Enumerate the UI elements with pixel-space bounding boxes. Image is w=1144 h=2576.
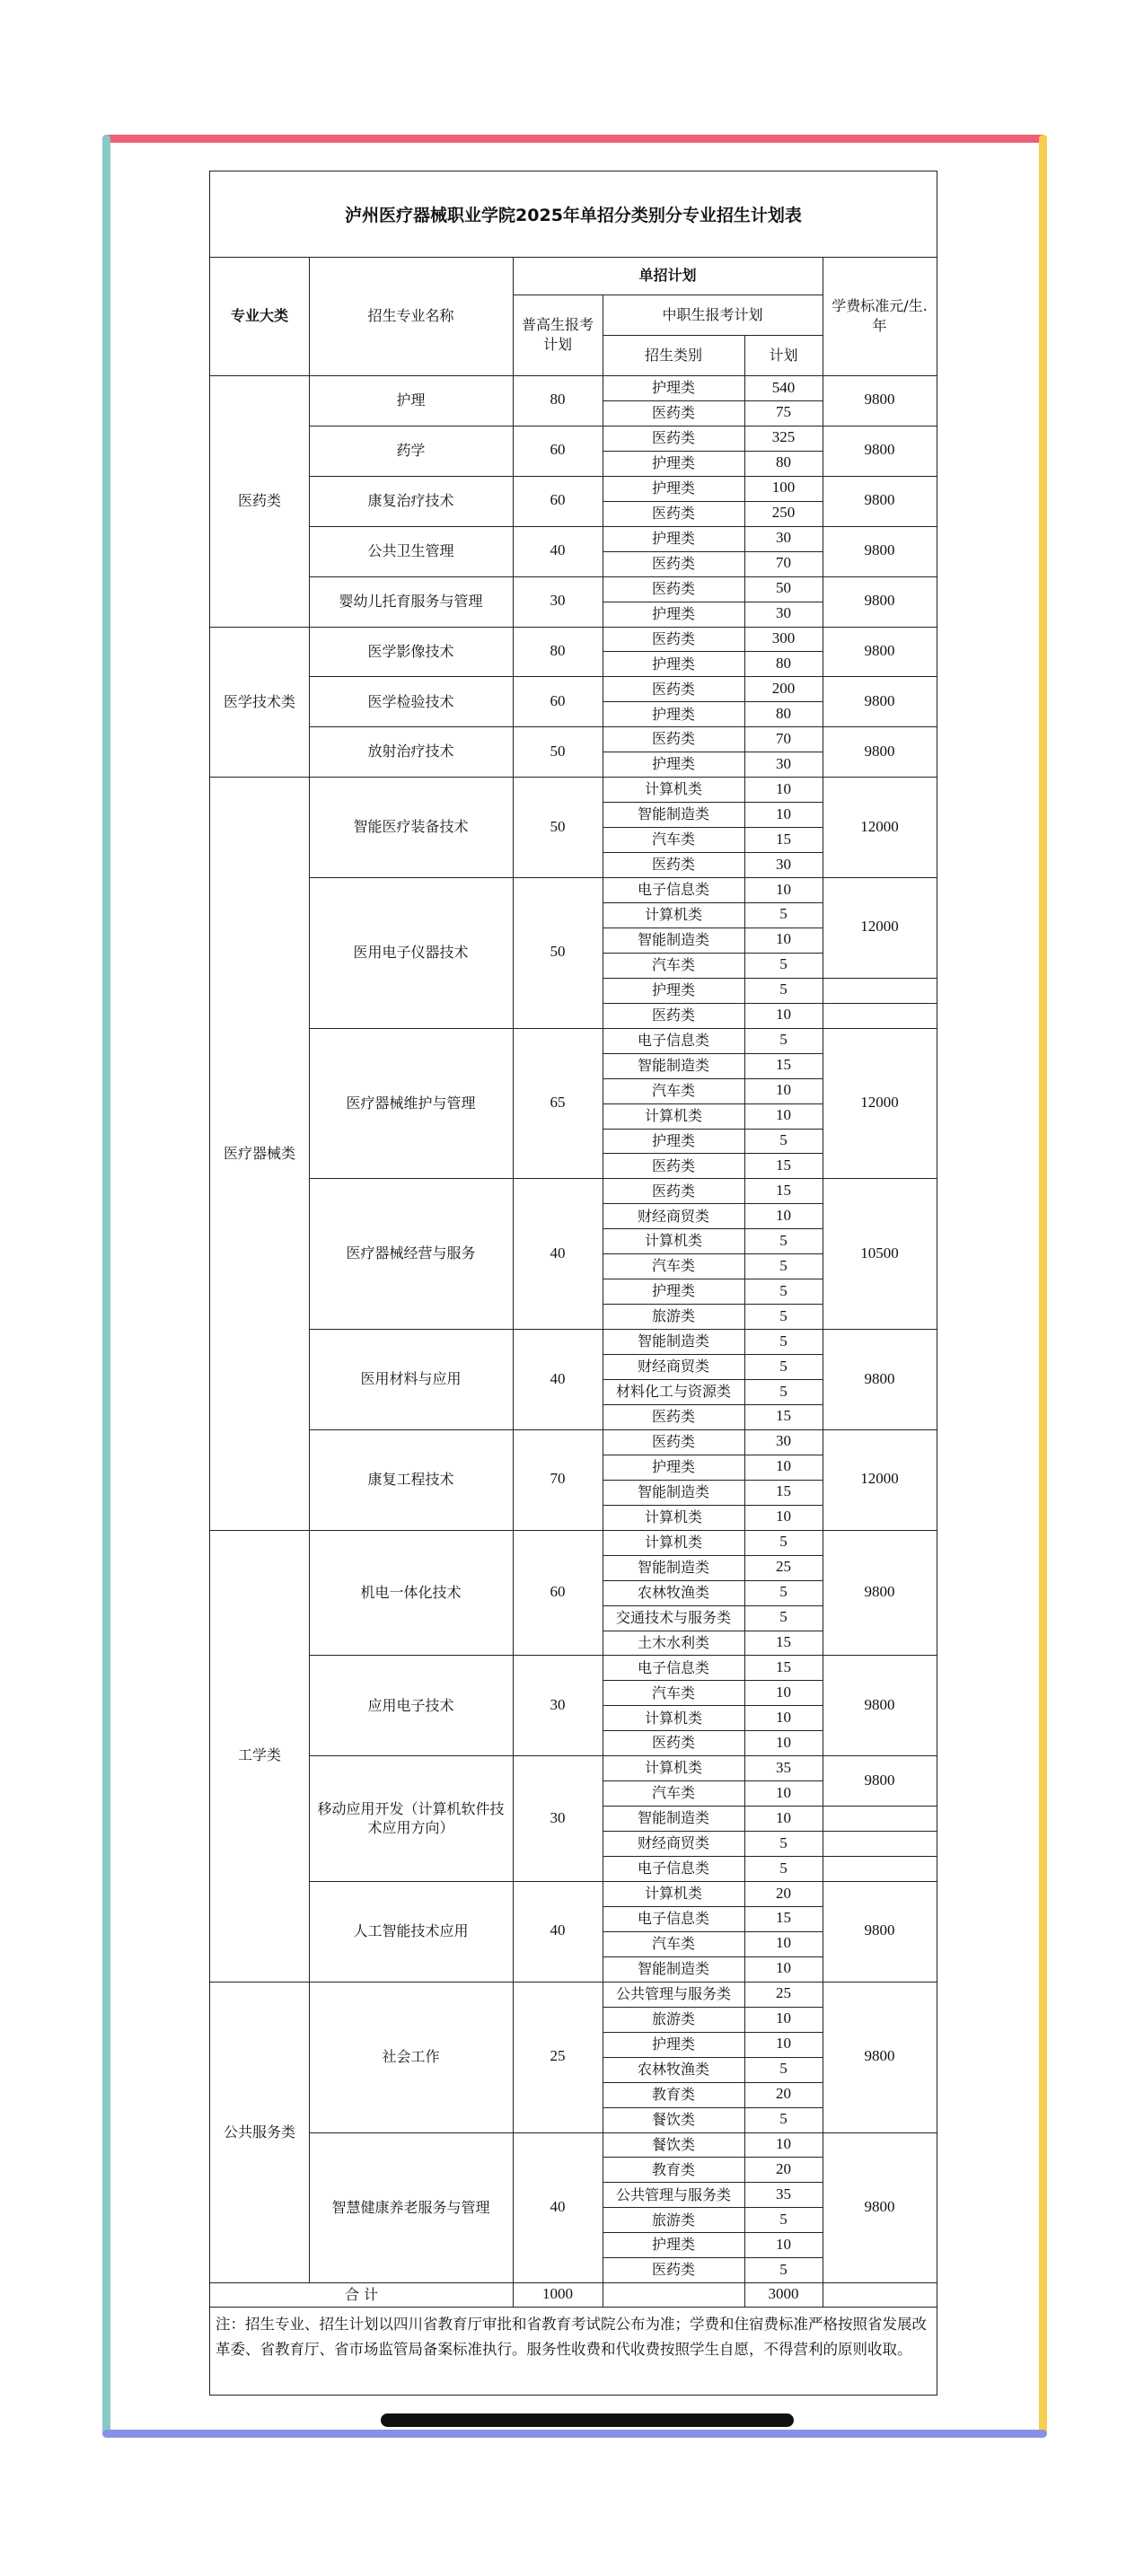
grid-line [210,2307,937,2308]
vocational-count-value: 5 [779,1131,788,1148]
vocational-category-value: 医药类 [651,1182,695,1200]
grid-line [603,451,823,452]
grid-line [603,1253,823,1254]
vocational-category-value: 医药类 [651,429,695,447]
vocational-count-value: 5 [779,980,788,998]
grid-line [603,701,823,702]
tuition-fee-value: 9800 [864,391,895,409]
vocational-category-value: 电子信息类 [637,1859,709,1877]
grid-line [603,2207,823,2208]
regular-plan-value: 25 [550,2047,566,2065]
vocational-category-value: 计算机类 [644,1709,702,1727]
vocational-category-value: 护理类 [651,454,695,472]
vocational-category-value: 智能制造类 [637,1809,709,1827]
grid-line [603,953,823,954]
vocational-count-value: 5 [779,1031,788,1049]
vocational-category-value: 医药类 [651,1408,695,1426]
vocational-count-value: 10 [776,1106,791,1124]
grid-line [603,1806,823,1807]
tuition-fee-value: 9800 [864,1695,895,1713]
total-vocational-count: 3000 [768,2285,799,2303]
major-name: 医用电子仪器技术 [353,944,469,962]
grid-line [603,2182,823,2183]
header-fee: 学费标准元/生.年 [832,297,928,334]
vocational-category-value: 旅游类 [651,2009,695,2027]
vocational-category-value: 计算机类 [644,1508,702,1525]
grid-line [309,375,310,2282]
vocational-category-value: 医药类 [651,404,695,422]
vocational-category-value: 汽车类 [651,956,695,974]
vocational-category-value: 医药类 [651,680,695,698]
grid-line [603,978,823,979]
vocational-count-value: 5 [779,905,788,923]
tuition-fee-value: 9800 [864,1921,895,1939]
vocational-count-value: 5 [779,1608,788,1626]
vocational-category-value: 农林牧渔类 [637,2060,709,2078]
grid-line [603,1730,823,1731]
grid-line [603,651,823,652]
tuition-fee-value: 9800 [864,742,895,760]
grid-line [603,501,823,502]
tuition-fee-value: 9800 [864,1583,895,1601]
vocational-category-value: 材料化工与资源类 [615,1383,731,1401]
grid-line [823,1831,937,1832]
vocational-category-value: 计算机类 [644,780,702,798]
vocational-count-value: 15 [776,830,791,848]
header-regular-plan: 普高生报考计划 [521,316,594,353]
vocational-category-value: 计算机类 [644,1759,702,1777]
major-name: 智慧健康养老服务与管理 [331,2198,490,2216]
tuition-fee-value: 9800 [864,691,895,709]
major-name: 机电一体化技术 [360,1583,462,1601]
vocational-category-value: 电子信息类 [637,881,709,899]
vocational-count-value: 25 [776,1984,791,2002]
major-name: 智能医疗装备技术 [353,818,469,836]
vocational-category-value: 汽车类 [651,1257,695,1275]
major-name: 婴幼儿托育服务与管理 [339,592,483,610]
category-name: 医学技术类 [223,692,295,710]
grid-line [603,1379,823,1380]
grid-line [603,1078,823,1079]
tuition-fee-value: 12000 [860,817,899,835]
grid-line [603,1203,823,1204]
regular-plan-value: 60 [550,1583,566,1601]
vocational-count-value: 30 [776,754,791,772]
grid-line [603,1404,823,1405]
vocational-count-value: 70 [776,729,791,747]
vocational-category-value: 护理类 [651,1282,695,1300]
tuition-fee-value: 9800 [864,2047,895,2065]
vocational-category-value: 旅游类 [651,2211,695,2229]
vocational-count-value: 250 [771,504,796,522]
regular-plan-value: 60 [550,691,566,709]
grid-line [603,1580,823,1581]
grid-line [603,2232,823,2233]
category-name: 工学类 [237,1746,281,1764]
vocational-category-value: 智能制造类 [637,1960,709,1978]
grid-line [603,2157,823,2158]
major-name: 社会工作 [382,2047,440,2065]
vocational-count-value: 10 [776,2235,791,2253]
grid-line [603,2107,823,2108]
major-name: 移动应用开发（计算机软件技术应用方向） [317,1799,505,1837]
grid-line [603,551,823,552]
vocational-count-value: 5 [779,1859,788,1877]
tuition-fee-value: 9800 [864,641,895,659]
grid-line [603,1505,823,1506]
vocational-count-value: 5 [779,2060,788,2078]
major-name: 康复工程技术 [367,1470,454,1488]
regular-plan-value: 30 [550,1808,566,1826]
vocational-category-value: 护理类 [651,2236,695,2254]
vocational-count-value: 15 [776,1407,791,1425]
total-regular-plan: 1000 [542,2285,573,2303]
grid-line [603,2032,823,2033]
major-name: 公共卫生管理 [367,541,454,559]
header-major: 招生专业名称 [367,307,454,325]
vocational-category-value: 护理类 [651,379,695,397]
vocational-category-value: 汽车类 [651,1684,695,1701]
grid-line [603,1228,823,1229]
tuition-fee-value: 9800 [864,1369,895,1387]
regular-plan-value: 50 [550,742,566,760]
grid-line [744,335,745,375]
vocational-category-value: 汽车类 [651,1081,695,1099]
vocational-count-value: 5 [779,1583,788,1601]
grid-line [603,1780,823,1781]
grid-line [603,1103,823,1104]
grid-line [603,1705,823,1706]
vocational-category-value: 护理类 [651,705,695,723]
vocational-count-value: 70 [776,554,791,572]
vocational-count-value: 30 [776,604,791,622]
vocational-count-value: 80 [776,654,791,672]
vocational-count-value: 15 [776,1909,791,1927]
vocational-count-value: 80 [776,704,791,722]
major-name: 医学检验技术 [367,692,454,710]
grid-line [603,1931,823,1932]
vocational-count-value: 25 [776,1558,791,1576]
vocational-category-value: 医药类 [651,504,695,522]
grid-line [603,1680,823,1681]
grid-line [603,1153,823,1154]
regular-plan-value: 40 [550,541,566,559]
vocational-category-value: 教育类 [651,2085,695,2103]
vocational-category-value: 汽车类 [651,1935,695,1953]
vocational-category-value: 计算机类 [644,1885,702,1903]
vocational-count-value: 10 [776,1206,791,1224]
regular-plan-value: 30 [550,1695,566,1713]
grid-line [603,1555,823,1556]
total-label: 合 计 [344,2285,379,2303]
vocational-count-value: 80 [776,453,791,471]
vocational-count-value: 5 [779,1281,788,1299]
regular-plan-value: 65 [550,1094,566,1112]
vocational-category-value: 公共管理与服务类 [615,1984,731,2002]
vocational-category-value: 电子信息类 [637,1910,709,1928]
vocational-count-value: 35 [776,2185,791,2202]
regular-plan-value: 40 [550,1921,566,1939]
vocational-count-value: 5 [779,1533,788,1551]
vocational-count-value: 20 [776,2159,791,2177]
vocational-category-value: 医药类 [651,1433,695,1451]
tuition-fee-value: 12000 [860,1094,899,1112]
vocational-category-value: 智能制造类 [637,1558,709,1576]
grid-line [603,852,823,853]
vocational-count-value: 10 [776,2135,791,2152]
grid-line [309,257,310,375]
vocational-count-value: 5 [779,1833,788,1851]
vocational-category-value: 计算机类 [644,906,702,924]
major-name: 人工智能技术应用 [353,1922,469,1940]
vocational-category-value: 计算机类 [644,1106,702,1124]
vocational-count-value: 5 [779,1231,788,1249]
tuition-fee-value: 10500 [860,1244,899,1262]
major-name: 医疗器械维护与管理 [346,1094,476,1112]
grid-line [603,1129,823,1130]
vocational-category-value: 汽车类 [651,1784,695,1802]
tuition-fee-value: 9800 [864,491,895,509]
admission-plan-table [209,171,937,2396]
vocational-category-value: 护理类 [651,479,695,497]
vocational-category-value: 公共管理与服务类 [615,2185,731,2203]
major-name: 药学 [396,442,426,460]
vocational-count-value: 325 [771,428,796,446]
vocational-count-value: 10 [776,880,791,898]
vocational-count-value: 10 [776,1457,791,1475]
grid-line [603,802,823,803]
vocational-category-value: 医药类 [651,2261,695,2279]
vocational-category-value: 医药类 [651,1006,695,1024]
grid-line [603,2057,823,2058]
vocational-category-value: 电子信息类 [637,1658,709,1676]
grid-line [603,2082,823,2083]
tuition-fee-value: 9800 [864,541,895,559]
grid-line [603,902,823,903]
vocational-count-value: 10 [776,1006,791,1024]
vocational-category-value: 交通技术与服务类 [615,1608,731,1626]
regular-plan-value: 50 [550,943,566,961]
header-vocational-plan: 中职生报考计划 [662,305,763,323]
frame-left-border [102,135,110,2437]
regular-plan-value: 40 [550,2197,566,2215]
major-name: 应用电子技术 [367,1696,454,1714]
vocational-count-value: 5 [779,1382,788,1400]
vocational-category-value: 医药类 [651,730,695,748]
grid-line [603,400,823,401]
vocational-category-value: 护理类 [651,1131,695,1149]
vocational-count-value: 5 [779,2260,788,2278]
header-single-plan: 单招计划 [638,267,697,285]
grid-line [823,1806,937,1807]
home-indicator[interactable] [381,2413,794,2427]
vocational-category-value: 护理类 [651,2035,695,2053]
vocational-count-value: 10 [776,1733,791,1751]
grid-line [603,1053,823,1054]
vocational-count-value: 15 [776,1482,791,1500]
vocational-count-value: 10 [776,1934,791,1952]
vocational-category-value: 餐饮类 [651,2110,695,2128]
vocational-category-value: 智能制造类 [637,1056,709,1074]
vocational-category-value: 电子信息类 [637,1031,709,1049]
vocational-count-value: 30 [776,529,791,547]
vocational-count-value: 20 [776,2085,791,2103]
grid-line [823,1856,937,1857]
vocational-category-value: 护理类 [651,604,695,622]
vocational-category-value: 医药类 [651,579,695,597]
grid-line [823,978,937,979]
vocational-count-value: 10 [776,1508,791,1525]
grid-line [603,1003,823,1004]
vocational-count-value: 15 [776,1056,791,1074]
vocational-count-value: 10 [776,1708,791,1726]
vocational-count-value: 5 [779,2110,788,2128]
major-name: 医学影像技术 [367,642,454,660]
vocational-category-value: 护理类 [651,1458,695,1476]
vocational-count-value: 35 [776,1758,791,1776]
header-vocational-category: 招生类别 [644,346,702,364]
category-name: 医药类 [237,491,281,509]
vocational-count-value: 10 [776,1783,791,1801]
regular-plan-value: 70 [550,1470,566,1488]
grid-line [603,1304,823,1305]
grid-line [603,1906,823,1907]
tuition-fee-value: 9800 [864,441,895,459]
vocational-category-value: 旅游类 [651,1307,695,1325]
vocational-category-value: 护理类 [651,755,695,773]
regular-plan-value: 80 [550,641,566,659]
vocational-count-value: 540 [771,378,796,396]
major-name: 放射治疗技术 [367,743,454,760]
major-name: 医疗器械经营与服务 [346,1244,476,1262]
vocational-count-value: 5 [779,1357,788,1375]
frame-bottom-border [102,2430,1047,2438]
vocational-count-value: 10 [776,804,791,822]
vocational-count-value: 5 [779,2210,788,2228]
vocational-category-value: 智能制造类 [637,1332,709,1350]
grid-line [603,1831,823,1832]
vocational-count-value: 15 [776,1181,791,1199]
grid-line [513,257,514,375]
vocational-count-value: 10 [776,1683,791,1701]
vocational-category-value: 教育类 [651,2160,695,2178]
vocational-count-value: 5 [779,1332,788,1350]
grid-line [603,335,823,336]
tuition-fee-value: 9800 [864,592,895,610]
regular-plan-value: 30 [550,592,566,610]
major-name: 医用材料与应用 [360,1370,462,1388]
vocational-category-value: 计算机类 [644,1533,702,1551]
vocational-category-value: 餐饮类 [651,2135,695,2153]
vocational-category-value: 智能制造类 [637,805,709,823]
vocational-category-value: 医药类 [651,1734,695,1752]
tuition-fee-value: 12000 [860,918,899,936]
vocational-category-value: 医药类 [651,629,695,647]
grid-line [603,1956,823,1957]
tuition-fee-value: 9800 [864,1771,895,1789]
vocational-count-value: 10 [776,930,791,948]
vocational-count-value: 5 [779,1256,788,1274]
vocational-count-value: 10 [776,779,791,797]
vocational-category-value: 智能制造类 [637,1482,709,1500]
vocational-count-value: 20 [776,1884,791,1902]
vocational-count-value: 100 [771,479,796,497]
regular-plan-value: 40 [550,1369,566,1387]
regular-plan-value: 60 [550,491,566,509]
table-title: 泸州医疗器械职业学院2025年单招分类别分专业招生计划表 [210,171,937,258]
major-name: 护理 [396,391,426,409]
major-name: 康复治疗技术 [367,491,454,509]
vocational-count-value: 10 [776,2009,791,2027]
vocational-category-value: 土木水利类 [637,1633,709,1651]
regular-plan-value: 50 [550,817,566,835]
vocational-count-value: 10 [776,1081,791,1099]
vocational-category-value: 智能制造类 [637,931,709,949]
vocational-category-value: 农林牧渔类 [637,1583,709,1601]
vocational-count-value: 10 [776,1959,791,1977]
frame-top-border [102,135,1047,143]
grid-line [603,827,823,828]
footnote: 注：招生专业、招生计划以四川省教育厅审批和省教育考试院公布为准；学费和住宿费标准严格按照省发展改革委、省教育厅、省市场监管局备案标准执行。服务性收费和代收费按照学生自愿，不得营利的原则收取。 [216,2316,927,2359]
vocational-count-value: 30 [776,1432,791,1450]
vocational-category-value: 医药类 [651,856,695,874]
header-category: 专业大类 [230,307,288,325]
header-vocational-count: 计划 [769,346,798,364]
vocational-count-value: 15 [776,1633,791,1650]
vocational-count-value: 300 [771,629,796,646]
grid-line [513,375,514,2307]
regular-plan-value: 40 [550,1244,566,1262]
vocational-category-value: 财经商贸类 [637,1207,709,1225]
grid-line [603,1354,823,1355]
grid-line [603,2007,823,2008]
vocational-category-value: 汽车类 [651,831,695,848]
vocational-count-value: 15 [776,1156,791,1174]
regular-plan-value: 60 [550,441,566,459]
vocational-count-value: 75 [776,403,791,421]
category-name: 公共服务类 [223,2123,295,2141]
vocational-category-value: 护理类 [651,529,695,547]
vocational-count-value: 10 [776,1808,791,1826]
vocational-category-value: 财经商贸类 [637,1834,709,1852]
vocational-category-value: 财经商贸类 [637,1358,709,1376]
vocational-count-value: 5 [779,955,788,973]
tuition-fee-value: 12000 [860,1470,899,1488]
vocational-count-value: 30 [776,855,791,873]
category-name: 医疗器械类 [223,1144,295,1162]
grid-line [603,1605,823,1606]
frame-right-border [1039,135,1047,2437]
grid-line [603,1856,823,1857]
regular-plan-value: 80 [550,391,566,409]
tuition-fee-value: 9800 [864,2197,895,2215]
grid-line [744,375,745,2307]
vocational-count-value: 10 [776,2035,791,2053]
grid-line [823,1003,937,1004]
vocational-category-value: 医药类 [651,1156,695,1174]
vocational-category-value: 护理类 [651,980,695,998]
vocational-count-value: 50 [776,579,791,597]
grid-line [603,2257,823,2258]
vocational-count-value: 5 [779,1306,788,1324]
vocational-count-value: 200 [771,679,796,697]
vocational-count-value: 15 [776,1657,791,1675]
vocational-category-value: 计算机类 [644,1232,702,1250]
vocational-category-value: 护理类 [651,655,695,673]
grid-line [603,1480,823,1481]
vocational-category-value: 医药类 [651,554,695,572]
